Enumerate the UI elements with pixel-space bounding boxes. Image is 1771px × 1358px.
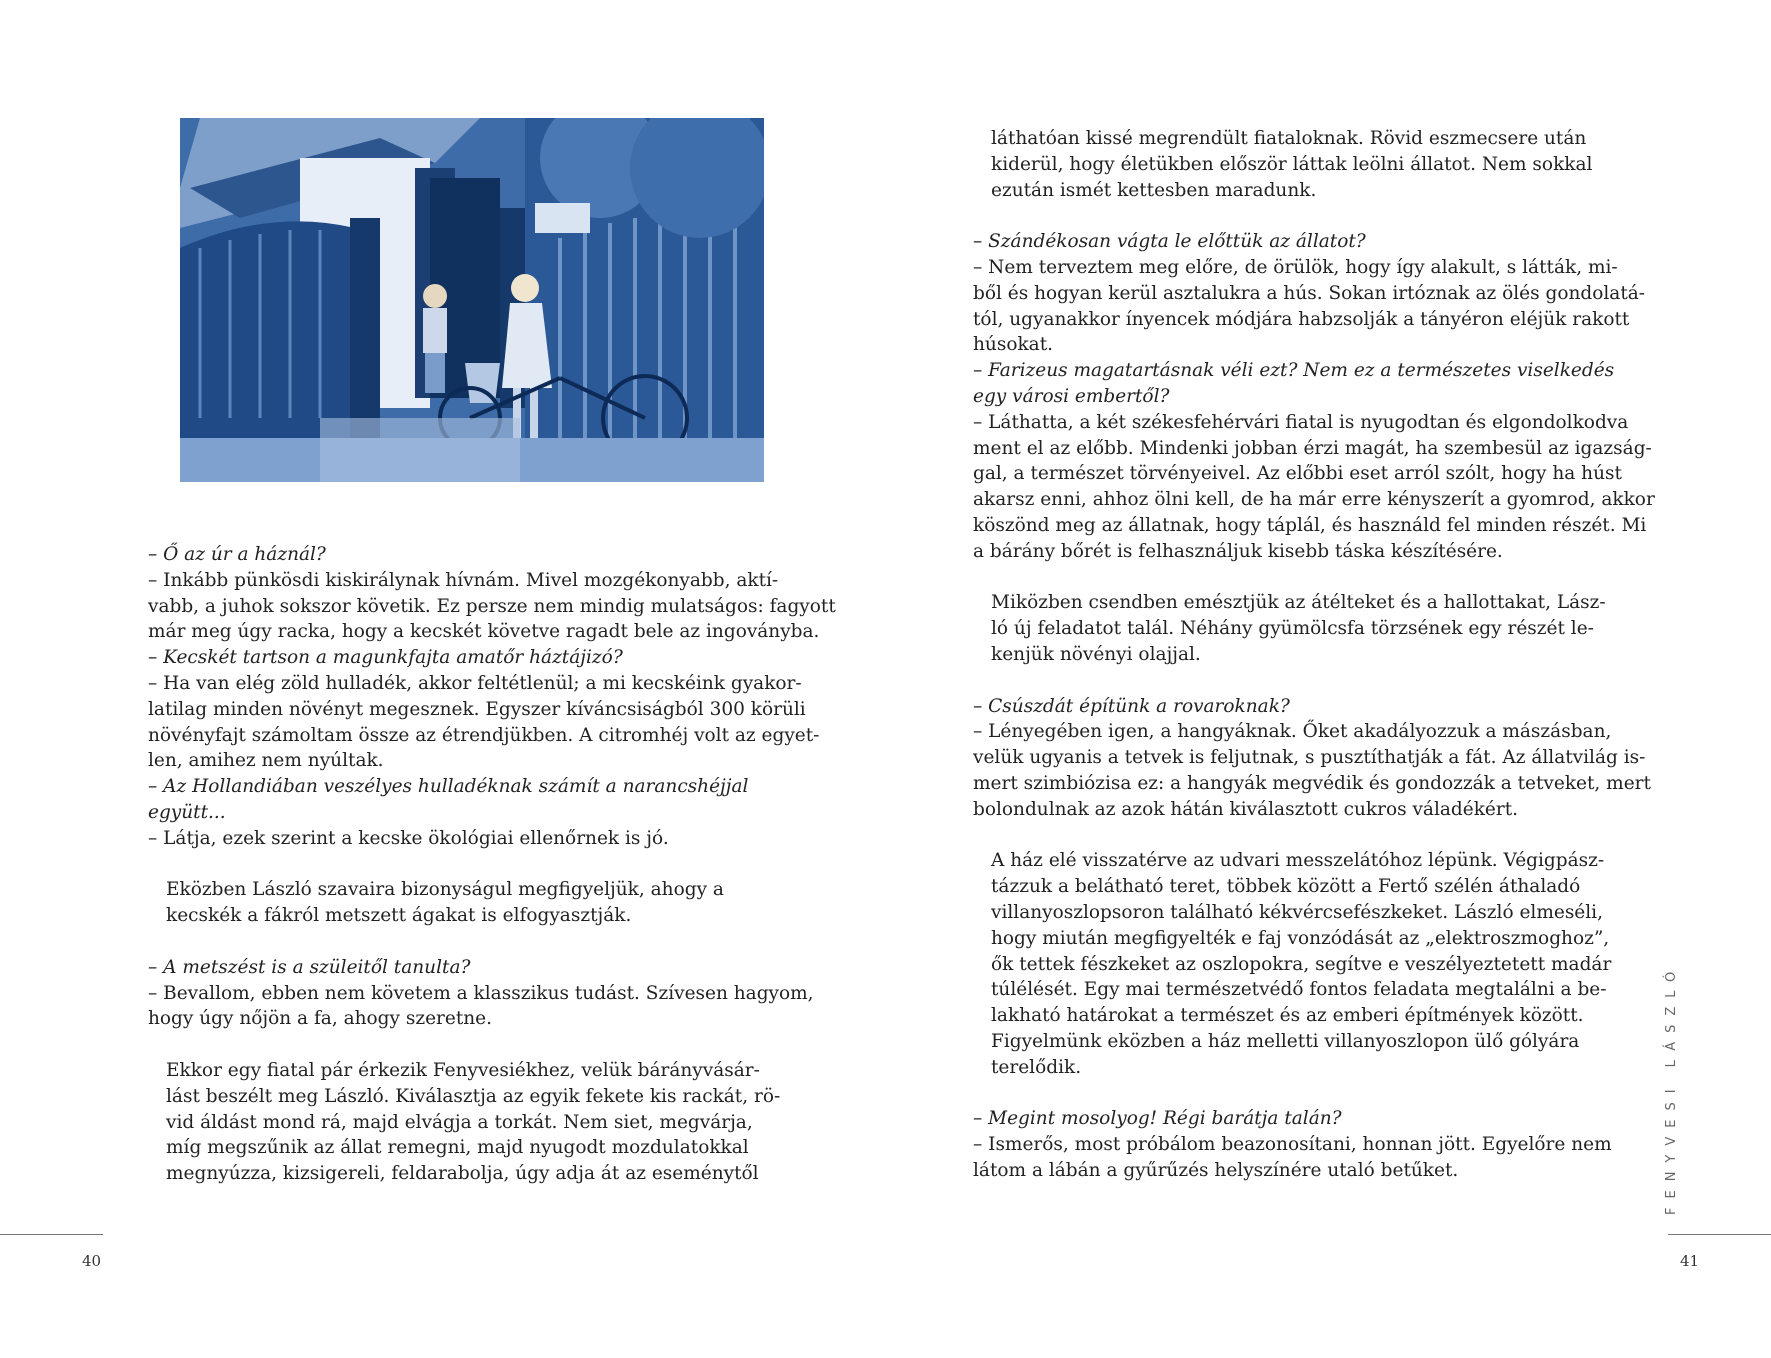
text-line: len, amihez nem nyúltak. <box>148 750 384 772</box>
text-line: ezután ismét kettesben maradunk. <box>991 179 1317 201</box>
photo-image <box>180 118 764 482</box>
text-line: lakható határokat a természet és az emberi építmények között. <box>991 1005 1584 1027</box>
text-line: tázzuk a belátható teret, többek között a Fertő szélén áthaladó <box>991 876 1581 898</box>
text-line: Miközben csendben emésztjük az átélteket és a hallottakat, Lász- <box>991 592 1606 614</box>
text-line: Figyelmünk eközben a ház melletti villanyoszlopon ülő gólyára <box>991 1030 1580 1052</box>
text-line: húsokat. <box>973 334 1054 356</box>
text-line: hogy miután megfigyelték e faj vonzódását az „elektroszmoghoz”, <box>991 927 1610 949</box>
left-page-number: 40 <box>82 1252 102 1270</box>
text-line: Eközben László szavaira bizonyságul megfigyeljük, ahogy a <box>166 879 724 901</box>
text-line: – Lényegében igen, a hangyáknak. Őket akadályozzuk a mászásban, <box>973 721 1612 743</box>
text-line: hogy úgy nőjön a fa, ahogy szeretne. <box>148 1008 493 1030</box>
text-line: kiderül, hogy életükben először láttak leölni állatot. Nem sokkal <box>991 153 1593 175</box>
text-line: – Bevallom, ebben nem követem a klasszikus tudást. Szívesen hagyom, <box>148 982 814 1004</box>
paragraph-gap <box>973 565 1655 591</box>
interview-question-line: – Szándékosan vágta le előttük az állatot? <box>973 231 1366 253</box>
text-line: latilag minden növényt megesznek. Egyszer kíváncsiságból 300 körüli <box>148 698 806 720</box>
text-line: a bárány bőrét is felhasználjuk kisebb táska készítésére. <box>973 540 1503 562</box>
text-line: ló új feladatot talál. Néhány gyümölcsfa törzsének egy részét le- <box>991 618 1594 640</box>
text-line: kecskék a fákról metszett ágakat is elfogyasztják. <box>166 905 632 927</box>
text-line: – Inkább pünkösdi kiskirálynak hívnám. Mivel mozgékonyabb, aktí- <box>148 569 779 591</box>
paragraph-gap <box>973 1080 1655 1106</box>
interview-question-line: – Ő az úr a háznál? <box>148 544 326 565</box>
text-line: villanyoszlopsoron található kékvércsefészkeket. László elmeséli, <box>991 901 1603 923</box>
right-footer-rule <box>1668 1234 1771 1235</box>
text-line: köszönd meg az állatnak, hogy táplál, és használd fel minden részét. Mi <box>973 514 1647 536</box>
running-head <box>1664 962 1679 1216</box>
interview-question-line: egy városi embertől? <box>973 385 1170 407</box>
left-footer-rule <box>0 1234 103 1235</box>
text-line: vabb, a juhok sokszor követik. Ez persze nem mindig mulatságos: fagyott <box>148 595 836 617</box>
paragraph-gap <box>973 203 1655 229</box>
text-line: bolondulnak az azok hátán kiválasztott cukros váladékért. <box>973 798 1519 820</box>
text-line: – Nem terveztem meg előre, de örülök, hogy így alakult, s látták, mi- <box>973 256 1618 278</box>
interview-question-line: – Az Hollandiában veszélyes hulladéknak számít a narancshéjjal <box>148 776 749 798</box>
text-line: ment el az előbb. Mindenki jobban érzi magát, ha szembesül az igazság- <box>973 437 1652 459</box>
interview-question-line: – Megint mosolyog! Régi barátja talán? <box>973 1108 1342 1130</box>
running-head-text: FENYVESI LÁSZLÓ <box>1664 962 1679 1215</box>
text-line: megnyúzza, kizsigereli, feldarabolja, úgy adja át az eseménytől <box>166 1163 759 1185</box>
text-line: látom a lábán a gyűrűzés helyszínére utaló betűket. <box>973 1159 1459 1181</box>
interview-question-line: – Farizeus magatartásnak véli ezt? Nem ez a természetes viselkedés <box>973 360 1615 382</box>
text-line: mert szimbiózisa ez: a hangyák megvédik és gondozzák a tetveket, mert <box>973 772 1651 794</box>
text-line: láthatóan kissé megrendült fiataloknak. Rövid eszmecsere után <box>991 128 1587 149</box>
text-line: gal, a természet törvényeivel. Az előbbi eset arról szólt, hogy ha húst <box>973 463 1622 485</box>
text-line: növényfajt számoltam össze az étrendjükben. A citromhéj volt az egyet- <box>148 724 820 746</box>
interview-question-line: – A metszést is a szüleitől tanulta? <box>148 956 471 978</box>
interview-question-line: együtt... <box>148 801 226 823</box>
right-text-column <box>973 126 1655 1184</box>
right-page-number: 41 <box>1680 1252 1700 1270</box>
text-line: vid áldást mond rá, majd elvágja a torkát. Nem siet, megvárja, <box>166 1111 753 1133</box>
text-line: terelődik. <box>991 1056 1082 1078</box>
left-text-column <box>148 542 836 1187</box>
paragraph-gap <box>148 852 836 878</box>
text-line: velük ugyanis a tetvek is feljutnak, s pusztíthatják a fát. Az állatvilág is- <box>973 747 1646 769</box>
text-line: – Ismerős, most próbálom beazonosítani, honnan jött. Egyelőre nem <box>973 1134 1612 1156</box>
text-line: ők tettek fészkeket az oszlopokra, segítve e veszélyeztetett madár <box>991 953 1612 975</box>
text-line: túlélését. Egy mai természetvédő fontos feladata megtalálni a be- <box>991 979 1607 1001</box>
text-line: már meg úgy racka, hogy a kecskét követve ragadt bele az ingoványba. <box>148 621 820 643</box>
text-line: kenjük növényi olajjal. <box>991 643 1201 665</box>
paragraph-gap <box>148 1032 836 1058</box>
paragraph-gap <box>148 929 836 955</box>
left-page <box>0 0 885 1358</box>
text-line: akarsz enni, ahhoz ölni kell, de ha már erre kényszerít a gyomrod, akkor <box>973 489 1655 511</box>
text-line: A ház elé visszatérve az udvari messzelátóhoz lépünk. Végigpász- <box>991 850 1605 872</box>
interview-question-line: – Csúszdát építünk a rovaroknak? <box>973 695 1290 717</box>
text-line: ből és hogyan kerül asztalukra a hús. Sokan irtóznak az ölés gondolatá- <box>973 282 1646 304</box>
text-line: Ekkor egy fiatal pár érkezik Fenyvesiékhez, velük bárányvásár- <box>166 1059 760 1081</box>
text-line: – Láthatta, a két székesfehérvári fiatal is nyugodtan és elgondolkodva <box>973 411 1629 433</box>
text-line: míg megszűnik az állat remegni, majd nyugodt mozdulatokkal <box>166 1137 749 1159</box>
text-line: – Ha van elég zöld hulladék, akkor feltétlenül; a mi kecskéink gyakor- <box>148 672 802 694</box>
paragraph-gap <box>973 823 1655 849</box>
illustration-photo <box>180 118 764 482</box>
text-line: lást beszélt meg László. Kiválasztja az egyik fekete kis rackát, rö- <box>166 1085 781 1107</box>
paragraph-gap <box>973 668 1655 694</box>
right-page <box>885 0 1771 1358</box>
interview-question-line: – Kecskét tartson a magunkfajta amatőr háztájizó? <box>148 647 623 669</box>
text-line: tól, ugyanakkor ínyencek módjára habzsolják a tányéron eléjük rakott <box>973 308 1630 330</box>
text-line: – Látja, ezek szerint a kecske ökológiai ellenőrnek is jó. <box>148 827 669 849</box>
